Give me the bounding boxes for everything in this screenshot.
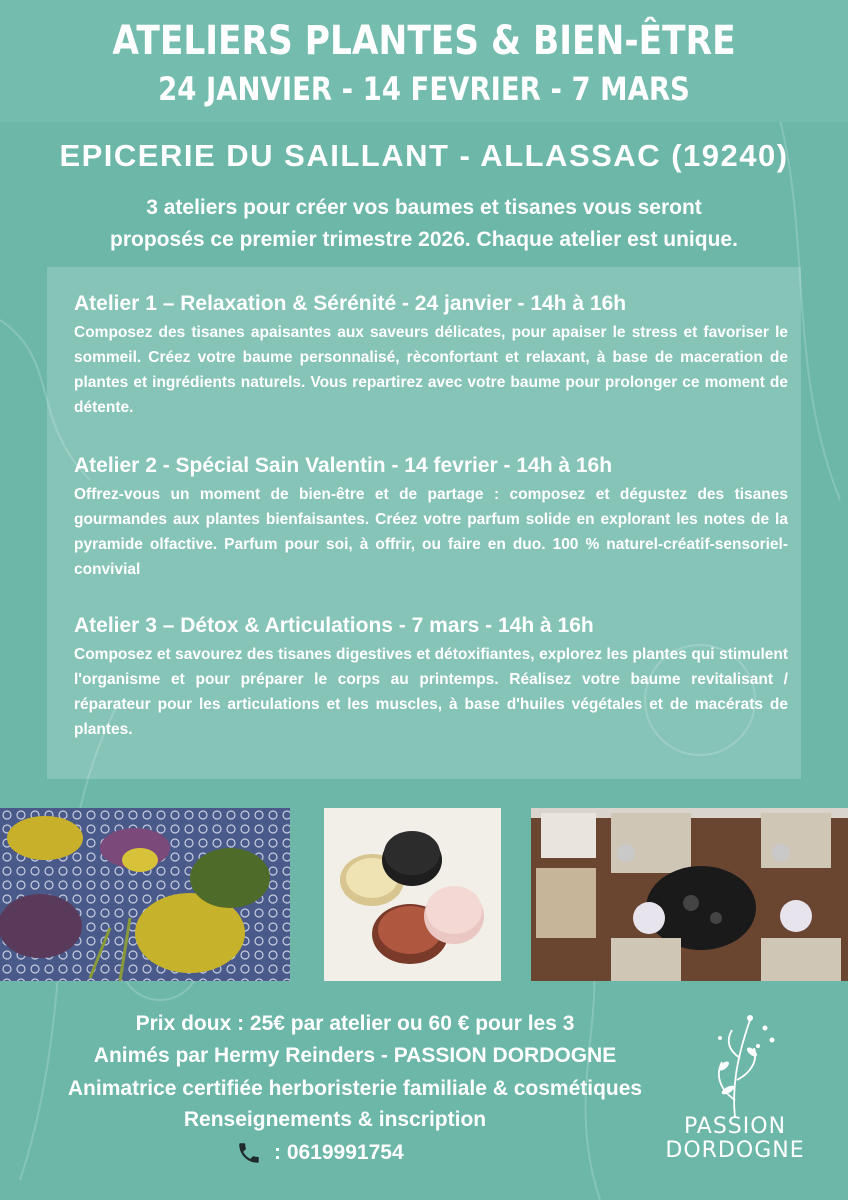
passion-dordogne-logo [640,1010,830,1170]
phone-icon [236,1140,262,1166]
photo-dried-herbs [0,808,290,981]
host-info: Animés par Hermy Reinders - PASSION DORDOGNE [93,1044,617,1067]
atelier-2 [74,452,788,582]
certification-info: Animatrice certifiée herboristerie familiale & cosmétiques [67,1077,643,1100]
logo-text-line-2: DORDOGNE [665,1138,805,1163]
logo-text-line-1: PASSION [683,1114,787,1139]
atelier-2-description: Offrez-vous un moment de bien-être et de partage : composez et dégustez des tisanes gourmandes aux plantes bienfaisantes. Créez votre parfum solide en explorant les notes de la pyramide olfactive. Parfum pour soi, à offrir, ou faire en duo. 100 % naturel-créatif-sensoriel-convivial [74,486,788,578]
intro-line-1: 3 ateliers pour créer vos baumes et tisanes vous seront [146,196,702,219]
phone-number: : 0619991754 [274,1141,404,1164]
atelier-3-description: Composez et savourez des tisanes digestives et détoxifiantes, explorez les plantes qui stimulent l'organisme et pour préparer le corps au printemps. Réalisez votre baume revitalisant / réparateur pour les articulations et les muscles, à base d'huiles végétales et de macérats de plantes. [74,646,788,738]
event-dates: 24 JANVIER - 14 FEVRIER - 7 MARS [158,70,690,108]
atelier-3 [74,612,788,742]
atelier-1 [74,290,788,420]
info-label: Renseignements & inscription [183,1108,487,1131]
photo-workshop-table [531,808,848,981]
atelier-1-title: Atelier 1 – Relaxation & Sérénité - 24 janvier - 14h à 16h [74,292,627,315]
page-title: ATELIERS PLANTES & BIEN-ÊTRE [112,18,736,64]
intro-text [60,192,788,256]
phone-contact[interactable] [236,1140,404,1166]
atelier-2-title: Atelier 2 - Spécial Sain Valentin - 14 fevrier - 14h à 16h [74,454,613,477]
venue-name: EPICERIE DU SAILLANT - ALLASSAC (19240) [59,138,789,173]
atelier-1-description: Composez des tisanes apaisantes aux saveurs délicates, pour apaiser le stress et favoriser le sommeil. Créez votre baume personnalisé, rèconfortant et relaxant, à base de maceration de plantes et ingrédients naturels. Vous repartirez avec votre baume pour prolonger ce moment de détente. [74,324,788,416]
balm-jars-illustration [324,808,501,981]
workshop-table-illustration [531,808,848,981]
price-info: Prix doux : 25€ par atelier ou 60 € pour les 3 [135,1012,575,1035]
intro-line-2: proposés ce premier trimestre 2026. Chaque atelier est unique. [110,228,738,251]
dried-herbs-illustration [0,808,290,981]
atelier-3-title: Atelier 3 – Détox & Articulations - 7 mars - 14h à 16h [74,614,594,637]
plant-sprig-icon [640,1010,830,1120]
photo-balm-jars [324,808,501,981]
